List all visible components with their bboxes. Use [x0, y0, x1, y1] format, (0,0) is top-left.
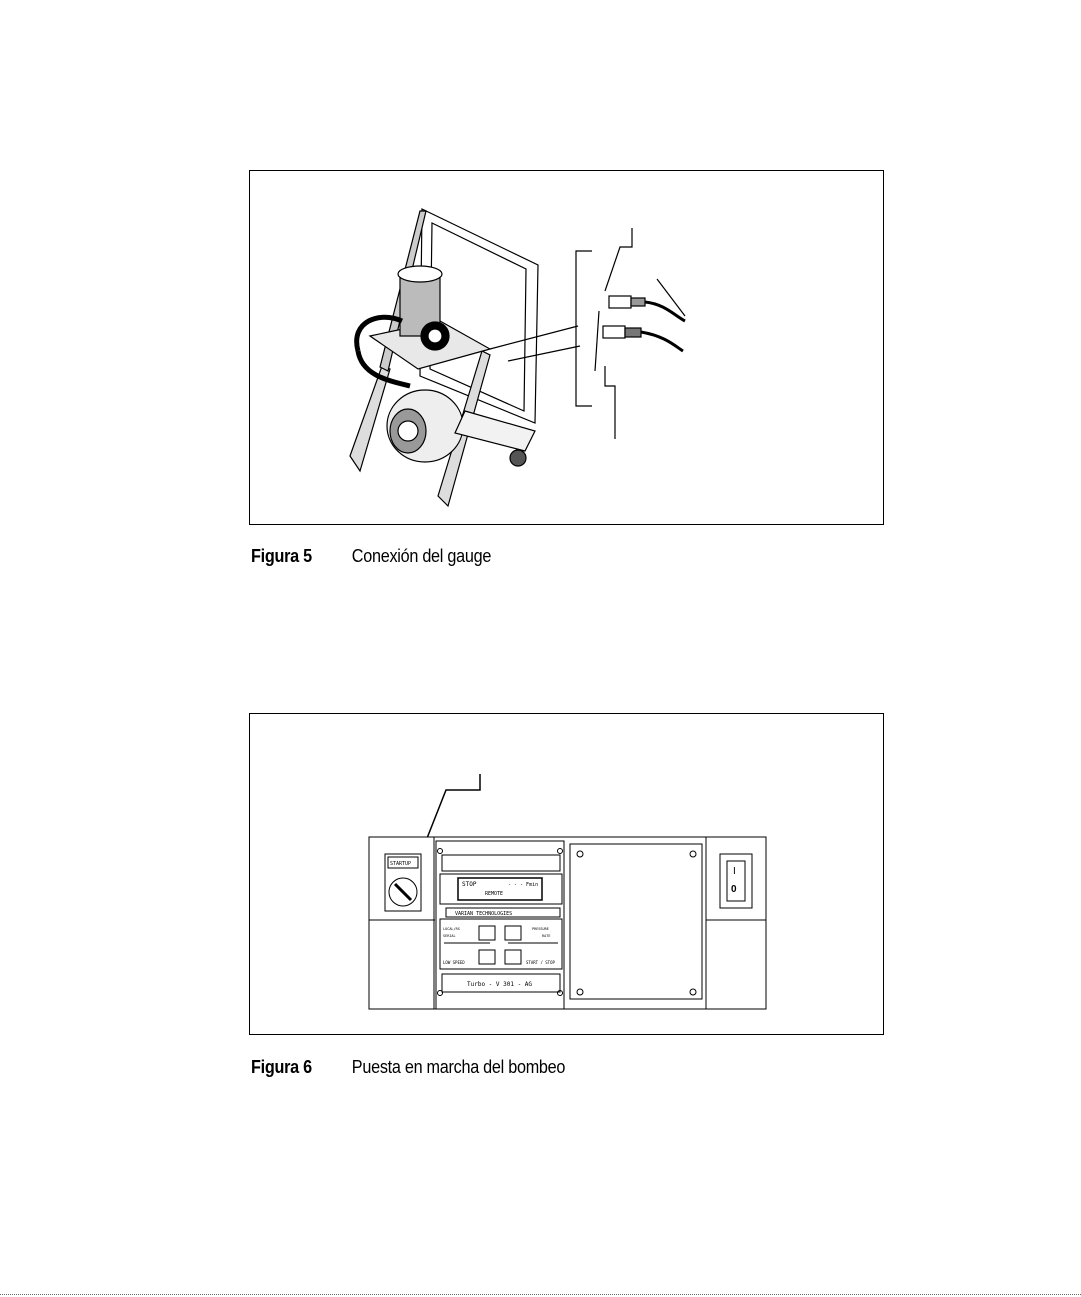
- figure-5-title: Conexión del gauge: [351, 546, 492, 566]
- brand-label: VARIAN TECHNOLOGIES: [455, 911, 513, 917]
- key-label-serial: SERIAL: [443, 934, 456, 938]
- display-mode: REMOTE: [485, 891, 504, 897]
- figure-6-frame: [249, 713, 884, 1035]
- switch-off-label: 0: [731, 884, 737, 895]
- figure-6-title: Puesta en marcha del bombeo: [351, 1057, 566, 1077]
- startup-label: STARTUP: [390, 861, 412, 867]
- figure-5-caption: [251, 546, 491, 567]
- key-label-pressure: PRESSURE: [532, 927, 549, 931]
- model-label: Turbo - V 301 - AG: [467, 981, 533, 988]
- key-label-start-stop: START / STOP: [526, 960, 555, 965]
- key-label-rate: RATE: [542, 934, 551, 938]
- key-label-local: LOCAL/RS: [443, 927, 460, 931]
- figure-6-number: Figura 6: [251, 1057, 312, 1077]
- figure-5-number: Figura 5: [251, 546, 312, 566]
- figure-5-frame: [249, 170, 884, 525]
- power-switch[interactable]: [727, 861, 745, 901]
- switch-on-label: I: [733, 866, 736, 877]
- controller-panel-illustration: [250, 714, 885, 1036]
- figure-6-caption: [251, 1057, 565, 1078]
- gauge-connection-illustration: [250, 171, 885, 526]
- display-status: STOP: [462, 881, 477, 888]
- page-bottom-rule: [0, 1294, 1081, 1295]
- display-frequency: - - - Fmin: [508, 882, 539, 888]
- key-label-low-speed: LOW SPEED: [443, 960, 465, 965]
